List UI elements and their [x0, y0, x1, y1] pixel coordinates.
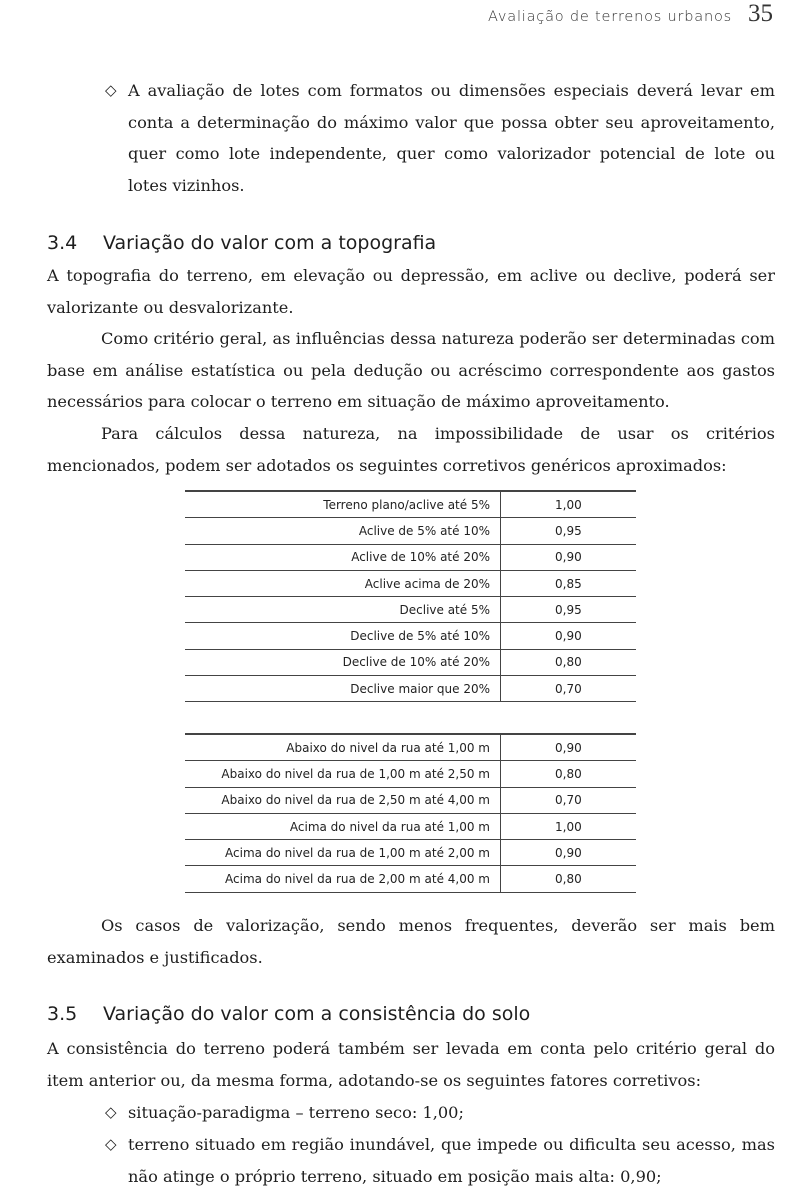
row-value: 1,00: [501, 813, 637, 839]
row-value: 0,95: [501, 518, 637, 544]
table-row: [185, 787, 636, 813]
section-title: Variação do valor com a topografia: [103, 232, 437, 254]
section-heading: [47, 1003, 530, 1025]
row-label: Abaixo do nivel da rua de 2,50 m até 4,00 m: [185, 787, 501, 813]
table-row: [185, 866, 636, 892]
table-row: [185, 676, 636, 702]
table-row: [185, 570, 636, 596]
table-row: [185, 597, 636, 623]
row-value: 0,90: [501, 734, 637, 761]
diamond-bullet-icon: ◇: [105, 1135, 117, 1153]
page-number: 35: [748, 0, 773, 27]
table-row: [185, 813, 636, 839]
row-label: Declive de 5% até 10%: [185, 623, 501, 649]
paragraph: A topografia do terreno, em elevação ou depressão, em aclive ou declive, poderá ser valorizante ou desvalorizante.: [47, 266, 775, 317]
row-label: Terreno plano/aclive até 5%: [185, 491, 501, 518]
row-label: Aclive de 10% até 20%: [185, 544, 501, 570]
diamond-bullet-icon: ◇: [105, 81, 117, 99]
row-value: 0,70: [501, 676, 637, 702]
row-value: 0,90: [501, 623, 637, 649]
section-number: 3.4: [47, 232, 78, 254]
section-number: 3.5: [47, 1003, 78, 1025]
table-row: [185, 544, 636, 570]
row-label: Declive maior que 20%: [185, 676, 501, 702]
row-label: Aclive de 5% até 10%: [185, 518, 501, 544]
bullet-text: situação-paradigma – terreno seco: 1,00;: [128, 1103, 464, 1122]
row-value: 0,90: [501, 840, 637, 866]
row-value: 0,80: [501, 761, 637, 787]
paragraph: Os casos de valorização, sendo menos frequentes, deverão ser mais bem examinados e justificados.: [47, 916, 775, 967]
diamond-bullet-icon: ◇: [105, 1103, 117, 1121]
row-value: 0,80: [501, 649, 637, 675]
table-row: [185, 623, 636, 649]
bullet-item: [105, 75, 775, 201]
row-label: Acima do nivel da rua até 1,00 m: [185, 813, 501, 839]
bullet-text: terreno situado em região inundável, que impede ou dificulta seu acesso, mas não atinge o próprio terreno, situado em posição mais alta: 0,90;: [128, 1135, 775, 1186]
row-value: 0,95: [501, 597, 637, 623]
row-label: Abaixo do nivel da rua até 1,00 m: [185, 734, 501, 761]
running-header: [488, 0, 773, 28]
paragraph: Como critério geral, as influências dessa natureza poderão ser determinadas com base em análise estatística ou pela dedução ou acréscimo correspondente aos gastos necessários para colocar o terreno em situação de máximo aproveitamento.: [47, 329, 775, 412]
paragraph: A consistência do terreno poderá também ser levada em conta pelo critério geral do item anterior ou, da mesma forma, adotando-se os seguintes fatores corretivos:: [47, 1039, 775, 1090]
row-value: 0,85: [501, 570, 637, 596]
slope-correction-table: [185, 490, 636, 702]
table-row: [185, 491, 636, 518]
table-row: [185, 649, 636, 675]
row-label: Abaixo do nivel da rua de 1,00 m até 2,50 m: [185, 761, 501, 787]
row-label: Declive de 10% até 20%: [185, 649, 501, 675]
paragraph: Para cálculos dessa natureza, na impossibilidade de usar os critérios mencionados, podem ser adotados os seguintes corretivos genéricos aproximados:: [47, 424, 775, 475]
row-value: 0,80: [501, 866, 637, 892]
row-label: Aclive acima de 20%: [185, 570, 501, 596]
section-heading: [47, 232, 436, 254]
bullet-text: A avaliação de lotes com formatos ou dimensões especiais deverá levar em conta a determinação do máximo valor que possa obter seu aproveitamento, quer como lote independente, quer como valorizador potencial de lote ou lotes vizinhos.: [128, 81, 775, 195]
table-row: [185, 840, 636, 866]
street-level-correction-table: [185, 733, 636, 893]
bullet-item: [105, 1097, 775, 1129]
bullet-item: [105, 1129, 775, 1192]
running-header-title: Avaliação de terrenos urbanos: [488, 9, 732, 25]
row-value: 1,00: [501, 491, 637, 518]
table-row: [185, 761, 636, 787]
table-row: [185, 734, 636, 761]
row-label: Declive até 5%: [185, 597, 501, 623]
row-label: Acima do nivel da rua de 2,00 m até 4,00 m: [185, 866, 501, 892]
row-value: 0,90: [501, 544, 637, 570]
row-label: Acima do nivel da rua de 1,00 m até 2,00 m: [185, 840, 501, 866]
row-value: 0,70: [501, 787, 637, 813]
section-title: Variação do valor com a consistência do solo: [103, 1003, 531, 1025]
table-row: [185, 518, 636, 544]
